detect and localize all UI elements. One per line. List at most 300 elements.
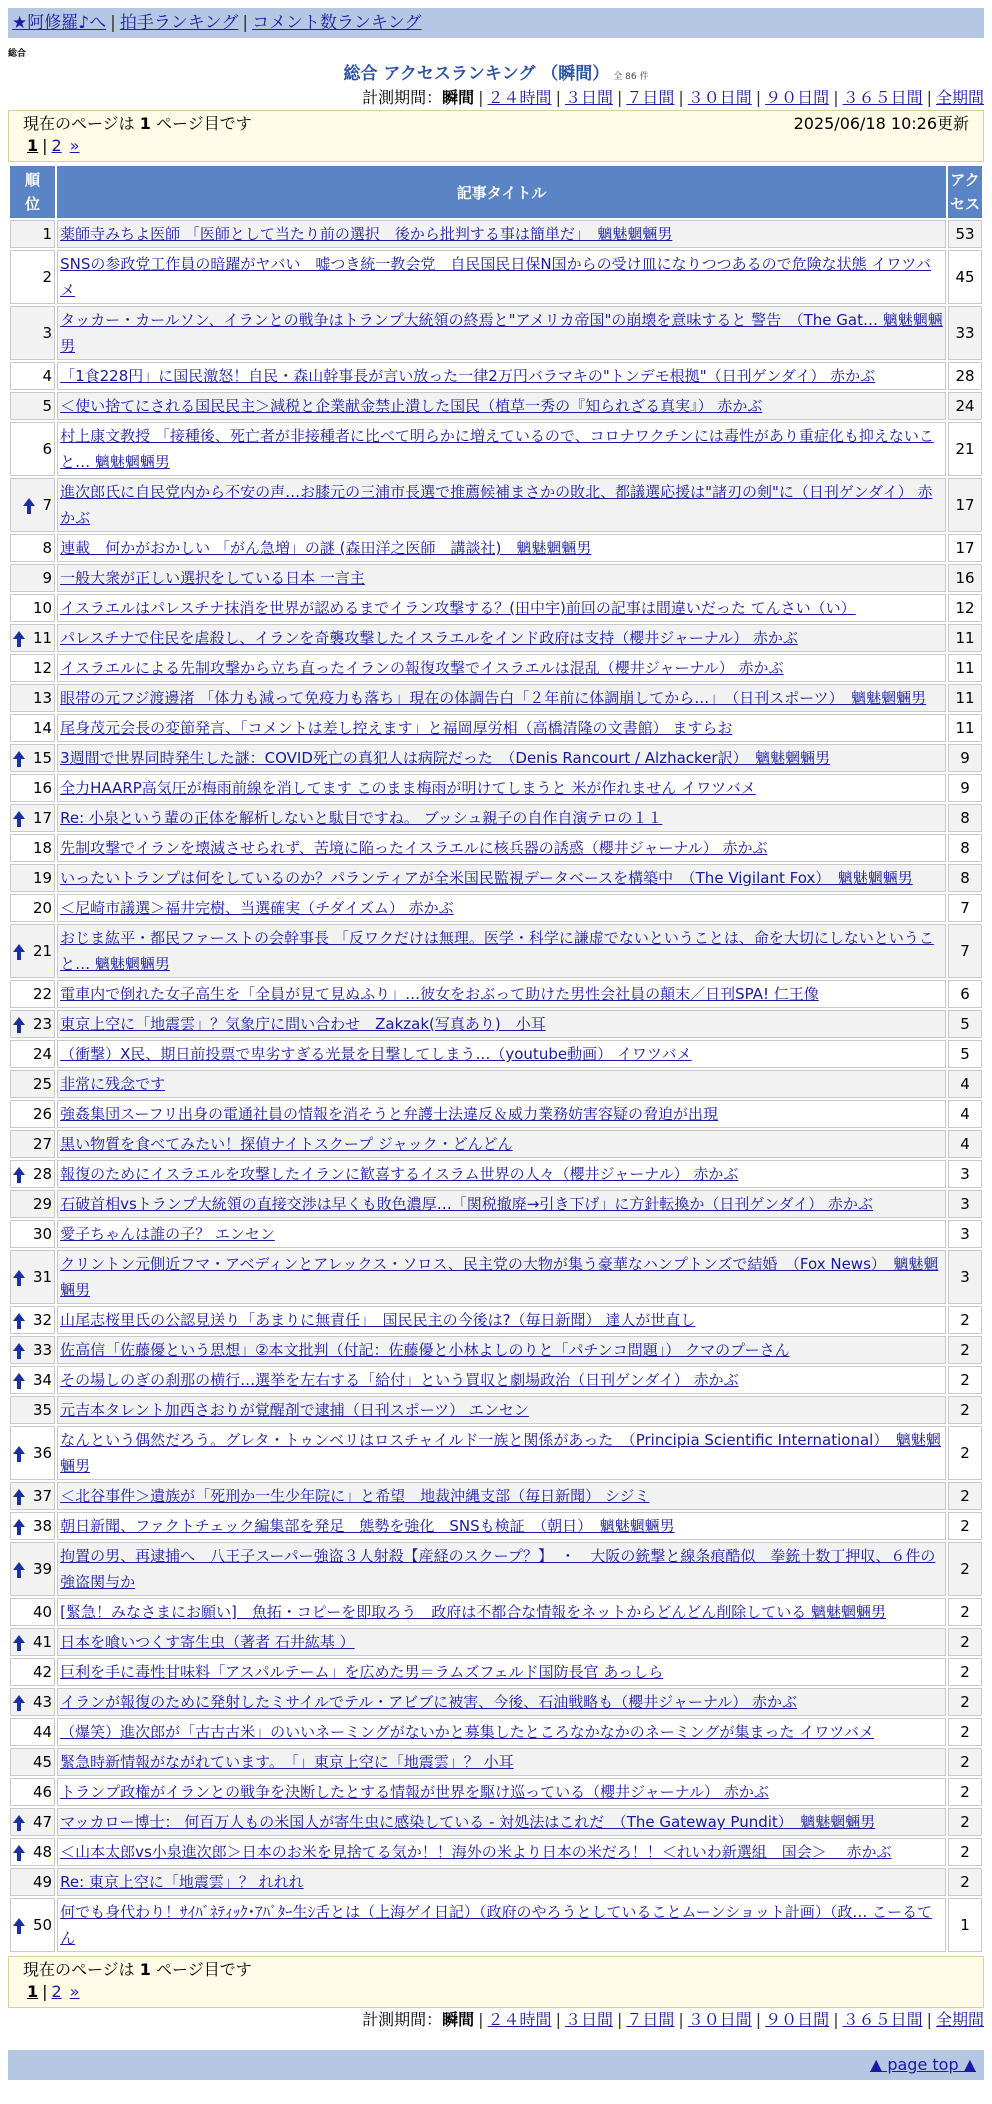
period-link[interactable]: ３６５日間 bbox=[842, 2010, 923, 2029]
article-link[interactable]: 東京上空に「地震雲」？気象庁に問い合わせ Zakzak(写真あり) 小耳 bbox=[60, 1015, 546, 1033]
table-row bbox=[10, 1160, 982, 1188]
title-cell bbox=[57, 1748, 946, 1776]
rank-up-arrow-icon bbox=[13, 1270, 25, 1286]
article-link[interactable]: 眼帯の元フジ渡邊渚 「体力も減って免疫力も落ち」現在の体調告白「２年前に体調崩してから…」 （日刊スポーツ） 魑魅魍魎男 bbox=[60, 689, 927, 707]
access-count: 3 bbox=[948, 1250, 982, 1304]
article-link[interactable]: 山尾志桜里氏の公認見送り「あまりに無責任」 国民民主の今後は?（毎日新聞） 達人が世直し bbox=[60, 1311, 696, 1329]
access-count: 17 bbox=[948, 478, 982, 532]
table-row bbox=[10, 1898, 982, 1952]
period-link[interactable]: 全期間 bbox=[935, 2010, 984, 2029]
title-cell bbox=[57, 864, 946, 892]
title-cell bbox=[57, 534, 946, 562]
rank-up-arrow-icon bbox=[13, 1343, 25, 1359]
article-link[interactable]: 元吉本タレント加西さおりが覚醒剤で逮捕（日刊スポーツ） エンセン bbox=[60, 1401, 529, 1419]
article-link[interactable]: 拘置の男、再逮捕へ 八王子スーパー強盗３人射殺【産経のスクープ？】 ・ 大阪の銃撃と線条痕酷似 拳銃十数丁押収、６件の強盗関与か bbox=[60, 1547, 936, 1591]
article-link[interactable]: 先制攻撃でイランを壊滅させられず、苦境に陥ったイスラエルに核兵器の誘惑（櫻井ジャーナル） 赤かぶ bbox=[60, 839, 768, 857]
title-cell bbox=[57, 980, 946, 1008]
article-link[interactable]: 3週間で世界同時発生した謎：COVID死亡の真犯人は病院だった （Denis Rancourt / Alzhacker訳） 魑魅魍魎男 bbox=[60, 749, 831, 767]
rank-cell bbox=[10, 250, 55, 304]
article-link[interactable]: イスラエルはパレスチナ抹消を世界が認めるまでイラン攻撃する？(田中宇)前回の記事は間違いだった てんさい（い） bbox=[60, 599, 856, 617]
period-link[interactable]: ３６５日間 bbox=[842, 88, 923, 107]
rank-cell bbox=[10, 714, 55, 742]
period-link[interactable]: ７日間 bbox=[626, 2010, 675, 2029]
home-link[interactable]: ★阿修羅♪へ bbox=[12, 13, 107, 33]
rank-cell bbox=[10, 1512, 55, 1540]
rank-number: 21 bbox=[33, 942, 53, 960]
title-cell bbox=[57, 1808, 946, 1836]
rank-number: 7 bbox=[42, 496, 53, 514]
rank-number: 39 bbox=[33, 1560, 53, 1578]
rank-number: 41 bbox=[33, 1633, 53, 1651]
rank-number: 13 bbox=[33, 689, 53, 707]
table-row bbox=[10, 834, 982, 862]
title-cell bbox=[57, 1688, 946, 1716]
table-row bbox=[10, 1190, 982, 1218]
rank-number: 25 bbox=[33, 1075, 53, 1093]
rank-number: 17 bbox=[33, 809, 53, 827]
access-count: 4 bbox=[948, 1070, 982, 1098]
rank-up-arrow-icon bbox=[13, 1918, 25, 1934]
comment-ranking-link[interactable]: コメント数ランキング bbox=[252, 13, 422, 33]
title-cell bbox=[57, 1070, 946, 1098]
rank-cell bbox=[10, 1010, 55, 1038]
article-link[interactable]: 緊急時新情報がながれています。 「」東京上空に「地震雲」？ 小耳 bbox=[60, 1753, 514, 1771]
article-link[interactable]: マッカロー博士： 何百万人もの米国人が寄生虫に感染している - 対処法はこれだ （The Gateway Pundit） 魑魅魍魎男 bbox=[60, 1813, 876, 1831]
rank-up-arrow-icon bbox=[13, 1313, 25, 1329]
article-link[interactable]: ＜北谷事件＞遺族が「死刑か一生少年院に」と希望 地裁沖縄支部（毎日新聞） シジミ bbox=[60, 1487, 650, 1505]
article-link[interactable]: Re: 小泉という輩の正体を解析しないと駄目ですね。 ブッシュ親子の自作自演テロの１１ bbox=[60, 809, 663, 827]
rank-cell bbox=[10, 1396, 55, 1424]
table-row bbox=[10, 1306, 982, 1334]
access-count: 33 bbox=[948, 306, 982, 360]
article-link[interactable]: いったいトランプは何をしているのか？パランティアが全米国民監視データベースを構築中 （The Vigilant Fox） 魑魅魍魎男 bbox=[60, 869, 913, 887]
rank-number: 8 bbox=[42, 539, 53, 557]
article-link[interactable]: 薬師寺みちよ医師 「医師として当たり前の選択 後から批判する事は簡単だ」 魑魅魍魎男 bbox=[60, 225, 673, 243]
rank-number: 19 bbox=[33, 869, 53, 887]
top-nav-bar: ★阿修羅♪へ | 拍手ランキング | コメント数ランキング bbox=[8, 8, 984, 38]
title-cell bbox=[57, 362, 946, 390]
period-link[interactable]: ９０日間 bbox=[765, 2010, 830, 2029]
rank-cell bbox=[10, 1838, 55, 1866]
period-link[interactable]: ２４時間 bbox=[487, 2010, 552, 2029]
rank-number: 14 bbox=[33, 719, 53, 737]
next-page-link[interactable]: » bbox=[69, 1982, 80, 2001]
title-cell bbox=[57, 924, 946, 978]
rank-number: 9 bbox=[42, 569, 53, 587]
title-cell bbox=[57, 1336, 946, 1364]
table-row bbox=[10, 1838, 982, 1866]
article-link[interactable]: イランが報復のために発射したミサイルでテル・アビブに被害、今後、石油戦略も（櫻井ジャーナル） 赤かぶ bbox=[60, 1693, 798, 1711]
article-link[interactable]: 村上康文教授 「接種後、死亡者が非接種者に比べて明らかに増えているので、コロナワクチンには毒性があり重症化も抑えないこと… 魑魅魍魎男 bbox=[60, 427, 934, 471]
access-count: 8 bbox=[948, 834, 982, 862]
updated-time: 2025/06/18 10:26更新 bbox=[793, 114, 969, 133]
next-page-link[interactable]: » bbox=[69, 136, 80, 155]
rank-cell bbox=[10, 1100, 55, 1128]
table-row bbox=[10, 924, 982, 978]
access-count: 2 bbox=[948, 1542, 982, 1596]
ranking-table bbox=[8, 164, 984, 1954]
item-count: 全 86 件 bbox=[613, 72, 649, 82]
period-link[interactable]: ７日間 bbox=[626, 88, 675, 107]
rank-number: 40 bbox=[33, 1603, 53, 1621]
current-page-text: 現在のページは 1 ページ目です bbox=[23, 114, 252, 133]
access-count: 8 bbox=[948, 804, 982, 832]
table-row bbox=[10, 220, 982, 248]
access-count: 2 bbox=[948, 1778, 982, 1806]
rank-cell bbox=[10, 1628, 55, 1656]
access-count: 5 bbox=[948, 1010, 982, 1038]
access-count: 2 bbox=[948, 1426, 982, 1480]
access-count: 2 bbox=[948, 1366, 982, 1394]
col-rank-header: 順位 bbox=[10, 166, 55, 218]
rank-cell bbox=[10, 362, 55, 390]
access-count: 45 bbox=[948, 250, 982, 304]
period-selector-bottom: 計測期間：瞬間 | ２４時間 | ３日間 | ７日間 | ３０日間 | ９０日間 | ３６５日間 | 全期間 bbox=[362, 2010, 984, 2029]
rank-number: 5 bbox=[42, 397, 53, 415]
rank-cell bbox=[10, 924, 55, 978]
table-row bbox=[10, 1010, 982, 1038]
table-row bbox=[10, 894, 982, 922]
table-row bbox=[10, 306, 982, 360]
bottom-bar bbox=[8, 2050, 984, 2080]
period-selector-top: 計測期間：瞬間 | ２４時間 | ３日間 | ７日間 | ３０日間 | ９０日間 | ３６５日間 | 全期間 bbox=[362, 88, 984, 107]
title-cell bbox=[57, 1658, 946, 1686]
access-count: 17 bbox=[948, 534, 982, 562]
table-row bbox=[10, 1040, 982, 1068]
access-count: 2 bbox=[948, 1658, 982, 1686]
rank-number: 15 bbox=[33, 749, 53, 767]
title-cell bbox=[57, 1512, 946, 1540]
title-cell bbox=[57, 1718, 946, 1746]
rank-cell bbox=[10, 1220, 55, 1248]
rank-cell bbox=[10, 744, 55, 772]
title-cell bbox=[57, 564, 946, 592]
access-count: 16 bbox=[948, 564, 982, 592]
rank-up-arrow-icon bbox=[13, 1489, 25, 1505]
access-count: 11 bbox=[948, 624, 982, 652]
access-count: 2 bbox=[948, 1336, 982, 1364]
title-cell bbox=[57, 1130, 946, 1158]
rank-number: 43 bbox=[33, 1693, 53, 1711]
article-link[interactable]: ＜使い捨てにされる国民民主＞減税と企業献金禁止潰した国民（植草一秀の『知られざる真実』） 赤かぶ bbox=[60, 397, 763, 415]
title-cell bbox=[57, 1100, 946, 1128]
table-row bbox=[10, 564, 982, 592]
title-cell bbox=[57, 220, 946, 248]
rank-up-arrow-icon bbox=[13, 811, 25, 827]
title-cell bbox=[57, 250, 946, 304]
access-count: 4 bbox=[948, 1100, 982, 1128]
article-link[interactable]: なんという偶然だろう。グレタ・トゥンベリはロスチャイルド一族と関係があった （Principia Scientific International） 魑魅魍魎男 bbox=[60, 1431, 941, 1475]
rank-number: 12 bbox=[33, 659, 53, 677]
page-link[interactable]: 2 bbox=[51, 1982, 62, 2001]
rank-up-arrow-icon bbox=[13, 1017, 25, 1033]
article-link[interactable]: 進次郎氏に自民党内から不安の声…お膝元の三浦市長選で推薦候補まさかの敗北、都議選応援は"諸刃の剣"に（日刊ゲンダイ） 赤かぶ bbox=[60, 483, 933, 527]
period-link[interactable]: ３０日間 bbox=[687, 88, 752, 107]
rank-number: 29 bbox=[33, 1195, 53, 1213]
clap-ranking-link[interactable]: 拍手ランキング bbox=[119, 13, 239, 33]
table-row bbox=[10, 1868, 982, 1896]
article-link[interactable]: Re: 東京上空に「地震雲」？ れれれ bbox=[60, 1873, 304, 1891]
rank-number: 32 bbox=[33, 1311, 53, 1329]
rank-number: 20 bbox=[33, 899, 53, 917]
period-label: 計測期間： bbox=[362, 88, 443, 107]
table-row bbox=[10, 804, 982, 832]
rank-cell bbox=[10, 534, 55, 562]
title-cell bbox=[57, 422, 946, 476]
title-cell bbox=[57, 774, 946, 802]
title-cell bbox=[57, 804, 946, 832]
pager-bottom bbox=[8, 1956, 984, 2008]
rank-cell bbox=[10, 1070, 55, 1098]
article-link[interactable]: パレスチナで住民を虐殺し、イランを奇襲攻撃したイスラエルをインド政府は支持（櫻井ジャーナル） 赤かぶ bbox=[60, 629, 798, 647]
access-count: 2 bbox=[948, 1688, 982, 1716]
rank-number: 31 bbox=[33, 1268, 53, 1286]
article-link[interactable]: ＜山本太郎vs小泉進次郎＞日本のお米を見捨てる気か！！海外の米より日本の米だろ！！＜れいわ新選組 国会＞ 赤かぶ bbox=[60, 1843, 892, 1861]
table-row bbox=[10, 744, 982, 772]
article-link[interactable]: 尾身茂元会長の変節発言、「コメントは差し控えます」と福岡厚労相（高橋清隆の文書館） ますらお bbox=[60, 719, 733, 737]
title-cell bbox=[57, 1868, 946, 1896]
rank-number: 46 bbox=[33, 1783, 53, 1801]
rank-number: 3 bbox=[42, 324, 53, 342]
period-link[interactable]: ２４時間 bbox=[487, 88, 552, 107]
table-row bbox=[10, 1366, 982, 1394]
rank-number: 34 bbox=[33, 1371, 53, 1389]
rank-up-arrow-icon bbox=[13, 1845, 25, 1861]
title-cell bbox=[57, 1598, 946, 1626]
access-count: 3 bbox=[948, 1160, 982, 1188]
access-count: 11 bbox=[948, 684, 982, 712]
table-row bbox=[10, 1396, 982, 1424]
table-row bbox=[10, 684, 982, 712]
col-title-header: 記事タイトル bbox=[57, 166, 946, 218]
access-count: 3 bbox=[948, 1220, 982, 1248]
table-row bbox=[10, 392, 982, 420]
access-count: 9 bbox=[948, 774, 982, 802]
table-row bbox=[10, 1512, 982, 1540]
rank-cell bbox=[10, 1366, 55, 1394]
access-count: 9 bbox=[948, 744, 982, 772]
article-link[interactable]: 日本を喰いつくす寄生虫（著者 石井紘基 ） bbox=[60, 1633, 355, 1651]
rank-number: 27 bbox=[33, 1135, 53, 1153]
rank-number: 33 bbox=[33, 1341, 53, 1359]
access-count: 8 bbox=[948, 864, 982, 892]
article-link[interactable]: 非常に残念です bbox=[60, 1075, 166, 1093]
rank-cell bbox=[10, 1718, 55, 1746]
article-link[interactable]: 巨利を手に毒性甘味料「アスパルテーム」を広めた男＝ラムズフェルド国防長官 あっしら bbox=[60, 1663, 664, 1681]
article-link[interactable]: イスラエルによる先制攻撃から立ち直ったイランの報復攻撃でイスラエルは混乱（櫻井ジャーナル） 赤かぶ bbox=[60, 659, 784, 677]
article-link[interactable]: SNSの参政党工作員の暗躍がヤバい 嘘つき統一教会党 自民国民日保N国からの受け皿になりつつあるので危険な状態 イワツバメ bbox=[60, 255, 932, 299]
rank-up-arrow-icon bbox=[13, 944, 25, 960]
rank-up-arrow-icon bbox=[13, 631, 25, 647]
rank-cell bbox=[10, 624, 55, 652]
rank-cell bbox=[10, 594, 55, 622]
rank-number: 36 bbox=[33, 1444, 53, 1462]
rank-number: 16 bbox=[33, 779, 53, 797]
page-current: 1 bbox=[27, 1982, 39, 2001]
table-row bbox=[10, 1748, 982, 1776]
title-cell bbox=[57, 1306, 946, 1334]
table-row bbox=[10, 1778, 982, 1806]
table-row bbox=[10, 362, 982, 390]
access-count: 2 bbox=[948, 1598, 982, 1626]
rank-cell bbox=[10, 1160, 55, 1188]
page-link[interactable]: 2 bbox=[51, 136, 62, 155]
pager-top bbox=[8, 110, 984, 162]
rank-number: 47 bbox=[33, 1813, 53, 1831]
article-link[interactable]: 石破首相vsトランプ大統領の直接交渉は早くも敗色濃厚…「関税撤廃→引き下げ」に方針転換か（日刊ゲンダイ） 赤かぶ bbox=[60, 1195, 873, 1213]
rank-cell bbox=[10, 804, 55, 832]
access-count: 28 bbox=[948, 362, 982, 390]
period-current: 瞬間 bbox=[442, 2010, 475, 2029]
rank-up-arrow-icon bbox=[13, 1815, 25, 1831]
rank-number: 37 bbox=[33, 1487, 53, 1505]
period-link[interactable]: ３日間 bbox=[564, 2010, 613, 2029]
access-count: 11 bbox=[948, 714, 982, 742]
article-link[interactable]: 朝日新聞、ファクトチェック編集部を発足 態勢を強化 SNSも検証 （朝日） 魑魅魍魎男 bbox=[60, 1517, 675, 1535]
article-link[interactable]: 黒い物質を食べてみたい！探偵ナイトスクープ ジャック・どんどん bbox=[60, 1135, 513, 1153]
period-link[interactable]: ９０日間 bbox=[765, 88, 830, 107]
article-link[interactable]: 佐高信「佐藤優という思想」②本文批判（付記：佐藤優と小林よしのりと「パチンコ問題」） クマのプーさん bbox=[60, 1341, 790, 1359]
article-link[interactable]: おじま紘平・都民ファーストの会幹事長 「反ワクだけは無理。医学・科学に謙虚でないということは、命を大切にしないということ… 魑魅魍魎男 bbox=[60, 929, 934, 973]
period-link[interactable]: ３０日間 bbox=[687, 2010, 752, 2029]
access-count: 7 bbox=[948, 924, 982, 978]
rank-number: 11 bbox=[33, 629, 53, 647]
article-link[interactable]: 何でも身代わり！ｻｲﾊﾞﾈﾃｨｯｸ･ｱﾊﾞﾀｰ生ｼ舌とは（上海ゲイ日記）（政府のやろうとしていることムーンショット計画）（政… こーるてん bbox=[60, 1903, 932, 1947]
rank-up-arrow-icon bbox=[13, 1519, 25, 1535]
article-link[interactable]: 報復のためにイスラエルを攻撃したイランに歓喜するイスラム世界の人々（櫻井ジャーナル） 赤かぶ bbox=[60, 1165, 739, 1183]
rank-up-arrow-icon bbox=[13, 751, 25, 767]
period-current: 瞬間 bbox=[442, 88, 475, 107]
article-link[interactable]: タッカー・カールソン、イランとの戦争はトランプ大統領の終焉と"アメリカ帝国"の崩壊を意味すると 警告 （The Gat… 魑魅魍魎男 bbox=[60, 311, 943, 355]
title-cell bbox=[57, 1396, 946, 1424]
rank-up-arrow-icon bbox=[13, 1562, 25, 1578]
page-title: 総合 アクセスランキング （瞬間） bbox=[343, 64, 610, 84]
access-count: 2 bbox=[948, 1628, 982, 1656]
rank-number: 26 bbox=[33, 1105, 53, 1123]
rank-number: 1 bbox=[42, 225, 53, 243]
rank-cell bbox=[10, 980, 55, 1008]
rank-number: 45 bbox=[33, 1753, 53, 1771]
title-cell bbox=[57, 624, 946, 652]
access-count: 2 bbox=[948, 1718, 982, 1746]
table-row bbox=[10, 1808, 982, 1836]
article-link[interactable]: （爆笑）進次郎が「古古古米」のいいネーミングがないかと募集したところなかなかのネーミングが集まった イワツバメ bbox=[60, 1723, 874, 1741]
access-count: 2 bbox=[948, 1482, 982, 1510]
rank-number: 4 bbox=[42, 367, 53, 385]
page-top-link[interactable]: ▲ page top ▲ bbox=[869, 2055, 976, 2074]
article-link[interactable]: トランプ政権がイランとの戦争を決断したとする情報が世界を駆け巡っている（櫻井ジャーナル） 赤かぶ bbox=[60, 1783, 769, 1801]
article-link[interactable]: （衝撃）X民、期日前投票で卑劣すぎる光景を目撃してしまう…（youtube動画） イワツバメ bbox=[60, 1045, 692, 1063]
rank-cell bbox=[10, 864, 55, 892]
col-access-header: アクセス bbox=[948, 166, 982, 218]
rank-cell bbox=[10, 1130, 55, 1158]
title-cell bbox=[57, 1366, 946, 1394]
article-link[interactable]: 全力HAARP高気圧が梅雨前線を消してます このまま梅雨が明けてしまうと 米が作れません イワツバメ bbox=[60, 779, 756, 797]
page-current: 1 bbox=[27, 136, 39, 155]
article-link[interactable]: 一般大衆が正しい選択をしている日本 一言主 bbox=[60, 569, 365, 587]
page-links-bottom: 1 | 2 » bbox=[27, 1982, 80, 2001]
title-cell bbox=[57, 714, 946, 742]
rank-number: 44 bbox=[33, 1723, 53, 1741]
table-row bbox=[10, 1250, 982, 1304]
title-cell bbox=[57, 1778, 946, 1806]
rank-cell bbox=[10, 894, 55, 922]
title-cell bbox=[57, 744, 946, 772]
rank-cell bbox=[10, 220, 55, 248]
table-row bbox=[10, 714, 982, 742]
title-cell bbox=[57, 594, 946, 622]
period-link[interactable]: ３日間 bbox=[564, 88, 613, 107]
table-row bbox=[10, 1598, 982, 1626]
title-cell bbox=[57, 684, 946, 712]
rank-cell bbox=[10, 564, 55, 592]
title-cell bbox=[57, 894, 946, 922]
rank-number: 22 bbox=[33, 985, 53, 1003]
table-row bbox=[10, 594, 982, 622]
article-link[interactable]: 連載 何かがおかしい 「がん急増」の謎 (森田洋之医師 講談社) 魑魅魍魎男 bbox=[60, 539, 592, 557]
title-cell bbox=[57, 1628, 946, 1656]
table-row bbox=[10, 1100, 982, 1128]
table-row bbox=[10, 1658, 982, 1686]
rank-cell bbox=[10, 392, 55, 420]
rank-cell bbox=[10, 306, 55, 360]
article-link[interactable]: ＜尼崎市議選＞福井完樹、当選確実（チダイズム） 赤かぶ bbox=[60, 899, 454, 917]
title-cell bbox=[57, 1190, 946, 1218]
table-row bbox=[10, 534, 982, 562]
access-count: 2 bbox=[948, 1396, 982, 1424]
rank-cell bbox=[10, 1336, 55, 1364]
article-link[interactable]: その場しのぎの刹那の横行…選挙を左右する「給付」という買収と劇場政治（日刊ゲンダイ） 赤かぶ bbox=[60, 1371, 739, 1389]
page-links: 1 | 2 » bbox=[27, 136, 80, 155]
access-count: 53 bbox=[948, 220, 982, 248]
rank-number: 48 bbox=[33, 1843, 53, 1861]
rank-cell bbox=[10, 1898, 55, 1952]
article-link[interactable]: 「1食228円」に国民激怒！自民・森山幹事長が言い放った一律2万円バラマキの"トンデモ根拠"（日刊ゲンダイ） 赤かぶ bbox=[60, 367, 876, 385]
rank-up-arrow-icon bbox=[23, 498, 35, 514]
title-cell bbox=[57, 1482, 946, 1510]
rank-cell bbox=[10, 1542, 55, 1596]
article-link[interactable]: クリントン元側近フマ・アベディンとアレックス・ソロス、民主党の大物が集う豪華なハンプトンズで結婚 （Fox News） 魑魅魍魎男 bbox=[60, 1255, 939, 1299]
article-link[interactable]: 電車内で倒れた女子高生を「全員が見て見ぬふり」…彼女をおぶって助けた男性会社員の顛末／日刊SPA! 仁王像 bbox=[60, 985, 819, 1003]
rank-cell bbox=[10, 1250, 55, 1304]
rank-cell bbox=[10, 1868, 55, 1896]
title-cell bbox=[57, 478, 946, 532]
rank-cell bbox=[10, 1808, 55, 1836]
title-cell bbox=[57, 1542, 946, 1596]
rank-number: 23 bbox=[33, 1015, 53, 1033]
table-row bbox=[10, 864, 982, 892]
rank-up-arrow-icon bbox=[13, 1373, 25, 1389]
table-row bbox=[10, 1220, 982, 1248]
period-label: 計測期間： bbox=[362, 2010, 443, 2029]
rank-up-arrow-icon bbox=[13, 1635, 25, 1651]
title-cell bbox=[57, 1040, 946, 1068]
title-cell bbox=[57, 1838, 946, 1866]
period-link[interactable]: 全期間 bbox=[935, 88, 984, 107]
rank-cell bbox=[10, 478, 55, 532]
article-link[interactable]: 愛子ちゃんは誰の子？ エンセン bbox=[60, 1225, 275, 1243]
access-count: 4 bbox=[948, 1130, 982, 1158]
rank-cell bbox=[10, 1040, 55, 1068]
table-row bbox=[10, 1542, 982, 1596]
access-count: 11 bbox=[948, 654, 982, 682]
rank-number: 28 bbox=[33, 1165, 53, 1183]
table-row bbox=[10, 980, 982, 1008]
article-link[interactable]: 強姦集団スーフリ出身の電通社員の情報を消そうと弁護士法違反＆威力業務妨害容疑の脅迫が出現 bbox=[60, 1105, 718, 1123]
rank-cell bbox=[10, 1306, 55, 1334]
article-link[interactable]: [緊急！みなさまにお願い] 魚拓・コピーを即取ろう 政府は不都合な情報をネットからどんどん削除している 魑魅魍魎男 bbox=[60, 1603, 886, 1621]
rank-cell bbox=[10, 774, 55, 802]
